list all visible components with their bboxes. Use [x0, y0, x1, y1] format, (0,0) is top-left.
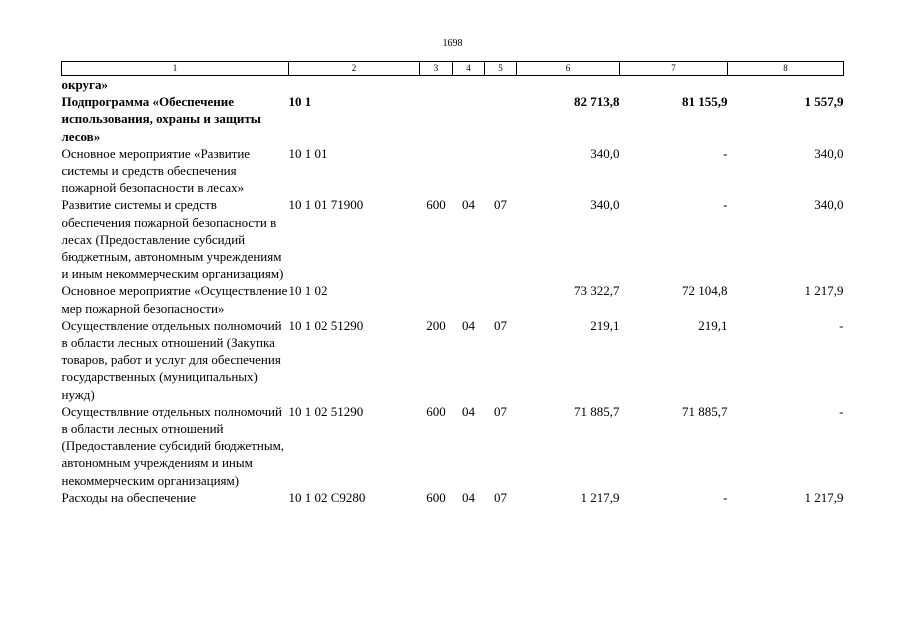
amount-col8: -	[839, 403, 844, 419]
amount-total: 340,0	[590, 145, 620, 161]
budget-code: 10 1 02 С9280	[288, 489, 366, 505]
budget-code: 10 1	[288, 94, 312, 110]
subsection-code: 07	[494, 317, 507, 333]
amount-col8: 1 217,9	[804, 283, 844, 299]
subsection-code	[485, 282, 517, 316]
amount-total: 82 713,8	[574, 94, 620, 110]
page-number: 1698	[442, 38, 463, 49]
amount-col7: 81 155,9	[682, 94, 728, 110]
item-name: Осуществлвние отдельных полномочий в области лесных отношений (Предоставление субсидий бюджетным, автономным учреждениям и иным некоммерческим организациям)	[61, 403, 285, 488]
table-row	[62, 93, 844, 145]
section-code: 04	[462, 489, 475, 505]
item-name: Осуществление отдельных полномочий в области лесных отношений (Закупка товаров, работ и услуг для обеспечения государственных (муниципальных) нужд)	[61, 317, 282, 402]
amount-total: 1 217,9	[580, 489, 620, 505]
amount-col7: 72 104,8	[682, 283, 728, 299]
amount-col8	[728, 76, 844, 94]
section-code	[453, 76, 485, 94]
section-code	[453, 145, 485, 197]
amount-col8: 1 557,9	[804, 94, 844, 110]
amount-total	[517, 76, 620, 94]
table-row	[62, 489, 844, 506]
item-name: Развитие системы и средств обеспечения пожарной безопасности в лесах (Предоставление субсидий бюджетным, автономным учреждениям и иным некоммерческим организациям)	[61, 197, 284, 282]
amount-col7: -	[723, 489, 728, 505]
amount-total: 219,1	[590, 317, 620, 333]
table-row	[62, 317, 844, 403]
amount-col8: -	[839, 317, 844, 333]
column-header: 5	[485, 62, 517, 76]
section-code	[453, 93, 485, 145]
table-row	[62, 282, 844, 316]
column-header: 8	[728, 62, 844, 76]
subsection-code	[485, 145, 517, 197]
table-row	[62, 403, 844, 489]
amount-total: 71 885,7	[574, 403, 620, 419]
column-header: 7	[620, 62, 728, 76]
amount-col7: 219,1	[698, 317, 728, 333]
amount-col7: -	[723, 145, 728, 161]
section-code: 04	[462, 317, 475, 333]
subsection-code	[485, 93, 517, 145]
item-name: округа»	[61, 77, 108, 92]
expense-type: 200	[426, 317, 446, 333]
column-header: 2	[289, 62, 420, 76]
table-row	[62, 145, 844, 197]
expense-type	[420, 282, 453, 316]
budget-code: 10 1 02 51290	[288, 317, 364, 333]
item-name: Расходы на обеспечение	[61, 489, 197, 505]
expense-type	[420, 93, 453, 145]
table-row	[62, 196, 844, 282]
item-name: Основное мероприятие «Осуществление мер пожарной безопасности»	[61, 283, 288, 316]
amount-col7: 71 885,7	[682, 403, 728, 419]
subsection-code: 07	[494, 403, 507, 419]
amount-col8: 1 217,9	[804, 489, 844, 505]
subsection-code	[485, 76, 517, 94]
budget-code: 10 1 01	[288, 145, 328, 161]
budget-code: 10 1 01 71900	[288, 197, 364, 213]
column-header: 6	[517, 62, 620, 76]
budget-code: 10 1 02	[288, 283, 328, 299]
column-header: 1	[62, 62, 289, 76]
table-row	[62, 76, 844, 94]
amount-total: 340,0	[590, 197, 620, 213]
column-number-row	[62, 62, 844, 76]
budget-code: 10 1 02 51290	[288, 403, 364, 419]
expense-type: 600	[426, 489, 446, 505]
item-name: Основное мероприятие «Развитие системы и средств обеспечения пожарной безопасности в лесах»	[61, 145, 251, 196]
budget-code	[289, 76, 420, 94]
amount-col8: 340,0	[814, 197, 844, 213]
item-name: Подпрограмма «Обеспечение использования, охраны и защиты лесов»	[61, 94, 261, 144]
expense-type: 600	[426, 197, 446, 213]
subsection-code: 07	[494, 197, 507, 213]
column-header: 3	[420, 62, 453, 76]
subsection-code: 07	[494, 489, 507, 505]
section-code	[453, 282, 485, 316]
expense-type	[420, 145, 453, 197]
amount-col8: 340,0	[814, 145, 844, 161]
expense-type	[420, 76, 453, 94]
budget-table-body	[62, 76, 844, 507]
amount-col7: -	[723, 197, 728, 213]
section-code: 04	[462, 197, 475, 213]
column-header: 4	[453, 62, 485, 76]
amount-col7	[620, 76, 728, 94]
expense-type: 600	[426, 403, 446, 419]
budget-table	[61, 61, 844, 506]
amount-total: 73 322,7	[574, 283, 620, 299]
section-code: 04	[462, 403, 475, 419]
